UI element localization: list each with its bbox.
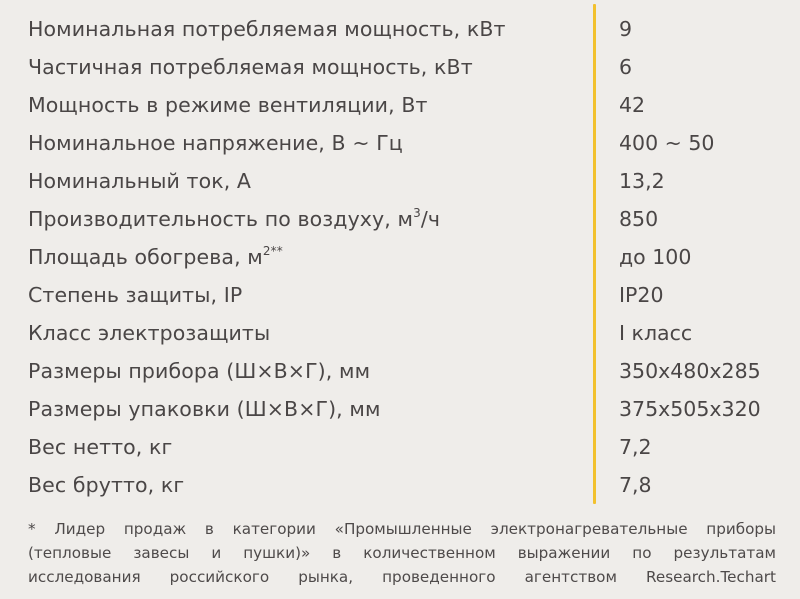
spec-label: Размеры упаковки (Ш×В×Г), мм: [28, 397, 381, 421]
spec-row-device-dimensions: [0, 352, 800, 390]
spec-label: Номинальная потребляемая мощность, кВт: [28, 17, 506, 41]
spec-value: IP20: [619, 283, 664, 307]
spec-row-net-weight: [0, 428, 800, 466]
spec-row-nominal-current: [0, 162, 800, 200]
spec-label: Номинальный ток, А: [28, 169, 252, 193]
spec-label: Частичная потребляемая мощность, кВт: [28, 55, 473, 79]
spec-value: до 100: [619, 245, 692, 269]
spec-value: 7,2: [619, 435, 652, 459]
spec-value: 42: [619, 93, 646, 117]
spec-row-nominal-power: [0, 10, 800, 48]
spec-label: Номинальное напряжение, В ~ Гц: [28, 131, 403, 155]
spec-value: 7,8: [619, 473, 652, 497]
spec-value: 6: [619, 55, 633, 79]
spec-value: 13,2: [619, 169, 665, 193]
spec-row-protection-degree: [0, 276, 800, 314]
spec-label: [28, 200, 440, 238]
spec-row-nominal-voltage: [0, 124, 800, 162]
spec-label-superscript: 2**: [262, 244, 283, 258]
spec-row-partial-power: [0, 48, 800, 86]
spec-value: 375x505x320: [619, 397, 761, 421]
spec-label-text: Площадь обогрева, м: [28, 245, 263, 269]
spec-row-heating-area: [0, 238, 800, 276]
spec-label: Степень защиты, IP: [28, 283, 243, 307]
spec-value: 400 ~ 50: [619, 131, 715, 155]
spec-label: Вес нетто, кг: [28, 435, 173, 459]
spec-label: [28, 238, 283, 276]
spec-value: 850: [619, 207, 659, 231]
spec-label: Размеры прибора (Ш×В×Г), мм: [28, 359, 371, 383]
spec-row-package-dimensions: [0, 390, 800, 428]
spec-label: Вес брутто, кг: [28, 473, 185, 497]
spec-row-gross-weight: [0, 466, 800, 504]
spec-label: Класс электрозащиты: [28, 321, 271, 345]
spec-label-tail: /ч: [420, 207, 441, 231]
spec-row-air-capacity: [0, 200, 800, 238]
spec-label-text: Производительность по воздуху, м: [28, 207, 414, 231]
footnote-line: исследования российского рынка, проведенного агентством Research.Techart: [28, 568, 776, 586]
spec-row-electric-class: [0, 314, 800, 352]
spec-value: 9: [619, 17, 633, 41]
footnote: [28, 517, 776, 589]
spec-value: I класс: [619, 321, 693, 345]
spec-row-ventilation-power: [0, 86, 800, 124]
footnote-line: (тепловые завесы и пушки)» в количественном выражении по результатам: [28, 544, 776, 562]
spec-label-superscript: 3: [413, 206, 421, 220]
spec-label: Мощность в режиме вентиляции, Вт: [28, 93, 428, 117]
spec-value: 350x480x285: [619, 359, 761, 383]
footnote-line: * Лидер продаж в категории «Промышленные электронагревательные приборы: [28, 520, 776, 538]
